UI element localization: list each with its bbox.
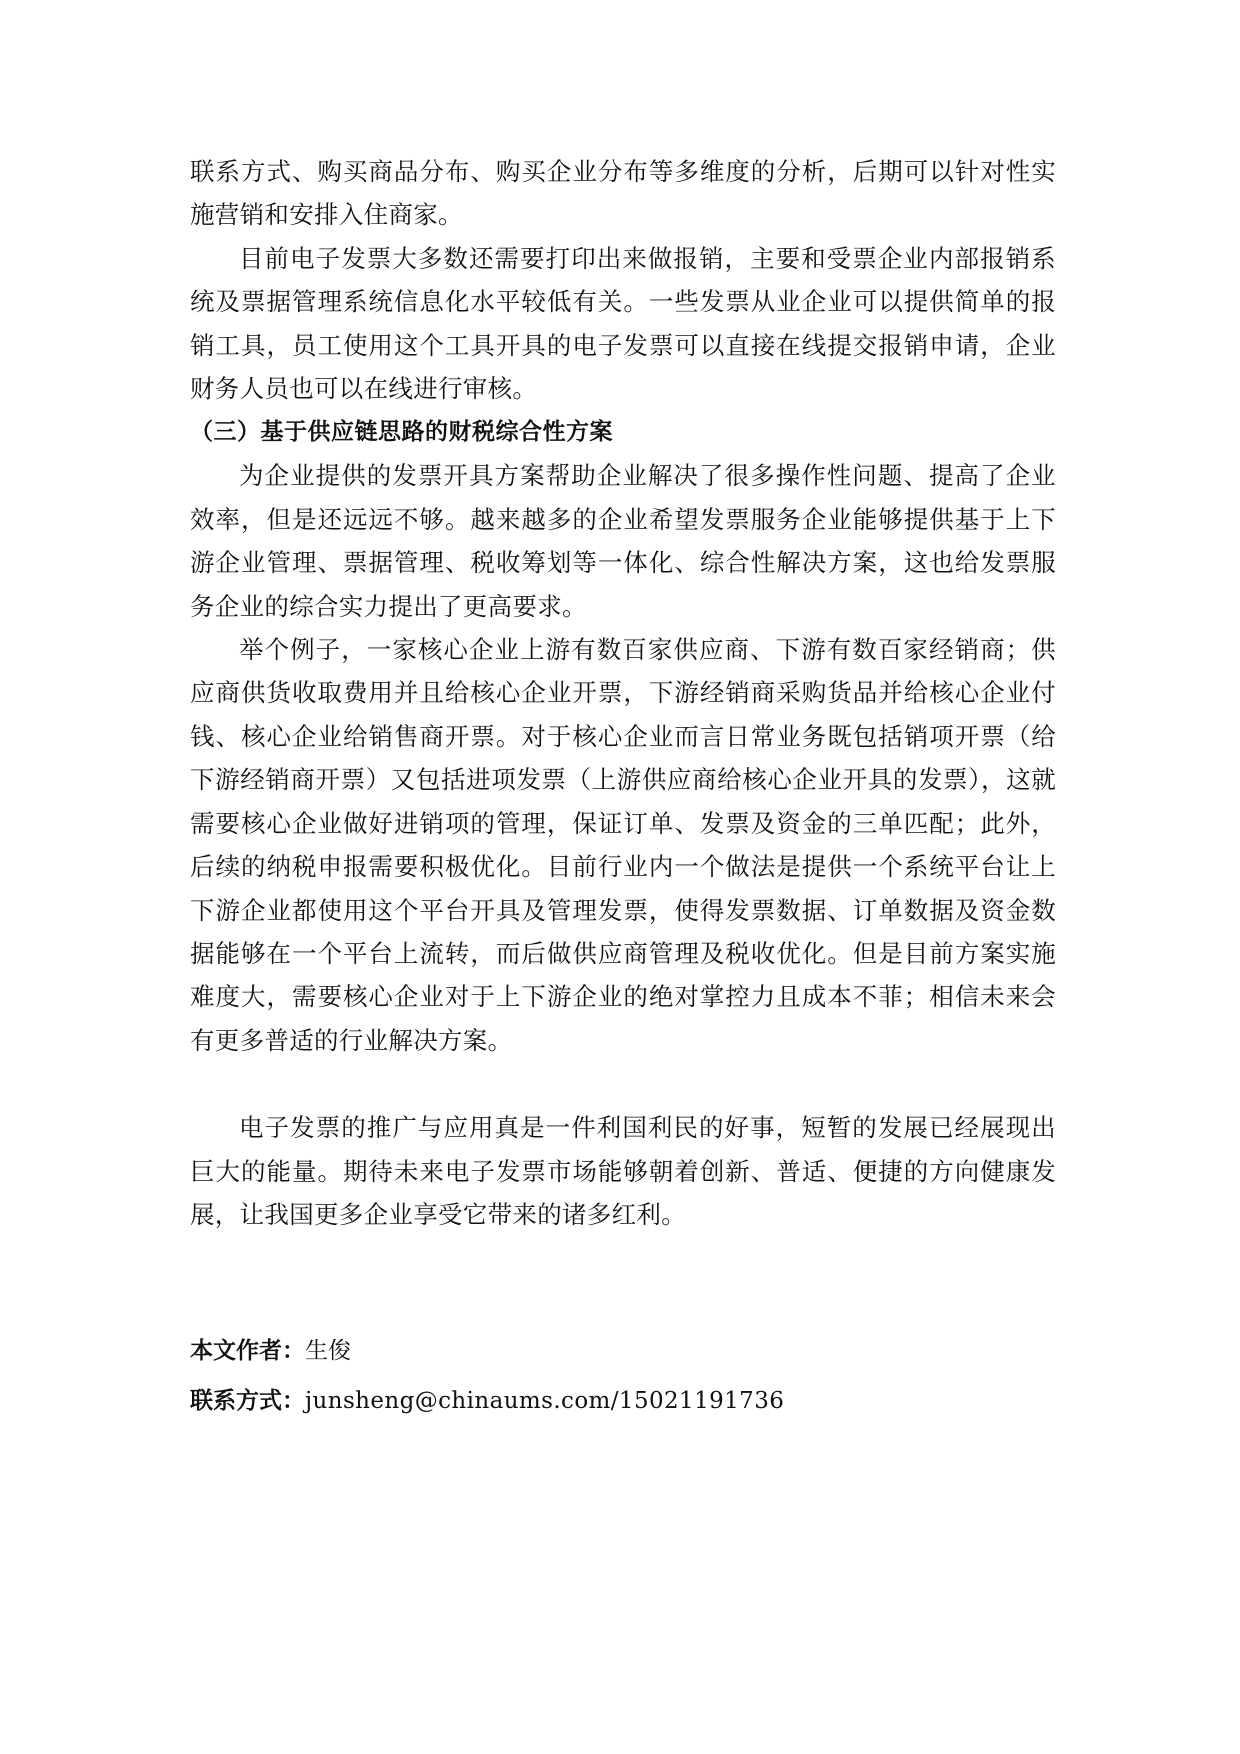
contact-line xyxy=(190,1376,1056,1426)
paragraph-integrated-solution: 为企业提供的发票开具方案帮助企业解决了很多操作性问题、提高了企业效率，但是还远远不够。越来越多的企业希望发票服务企业能够提供基于上下游企业管理、票据管理、税收筹划等一体化、综合性解决方案，这也给发票服务企业的综合实力提出了更高要求。 xyxy=(190,461,1056,621)
author-label: 本文作者： xyxy=(190,1338,305,1365)
contact-label: 联系方式： xyxy=(190,1388,305,1415)
paragraph-closing: 电子发票的推广与应用真是一件利国利民的好事，短暂的发展已经展现出巨大的能量。期待未来电子发票市场能够朝着创新、普适、便捷的方向健康发展，让我国更多企业享受它带来的诸多红利。 xyxy=(190,1113,1056,1229)
spacer xyxy=(190,1236,1056,1326)
author-line xyxy=(190,1326,1056,1376)
paragraph-continuation: 联系方式、购买商品分布、购买企业分布等多维度的分析，后期可以针对性实施营销和安排入住商家。 xyxy=(190,157,1056,230)
paragraph-example: 举个例子，一家核心企业上游有数百家供应商、下游有数百家经销商；供应商供货收取费用并且给核心企业开票，下游经销商采购货品并给核心企业付钱、核心企业给销售商开票。对于核心企业而言日常业务既包括销项开票（给下游经销商开票）又包括进项发票（上游供应商给核心企业开具的发票），这就需要核心企业做好进销项的管理，保证订单、发票及资金的三单匹配；此外，后续的纳税申报需要积极优化。目前行业内一个做法是提供一个系统平台让上下游企业都使用这个平台开具及管理发票，使得发票数据、订单数据及资金数据能够在一个平台上流转，而后做供应商管理及税收优化。但是目前方案实施难度大，需要核心企业对于上下游企业的绝对掌控力且成本不菲；相信未来会有更多普适的行业解决方案。 xyxy=(190,635,1056,1055)
contact-value: junsheng@chinaums.com/15021191736 xyxy=(305,1388,785,1415)
paragraph-reimbursement: 目前电子发票大多数还需要打印出来做报销，主要和受票企业内部报销系统及票据管理系统信息化水平较低有关。一些发票从业企业可以提供简单的报销工具，员工使用这个工具开具的电子发票可以直接在线提交报销申请，企业财务人员也可以在线进行审核。 xyxy=(190,243,1056,404)
section-heading: （三）基于供应链思路的财税综合性方案 xyxy=(190,419,613,446)
spacer xyxy=(190,1062,1056,1106)
author-name: 生俊 xyxy=(305,1338,351,1365)
document-page xyxy=(190,150,1056,1426)
